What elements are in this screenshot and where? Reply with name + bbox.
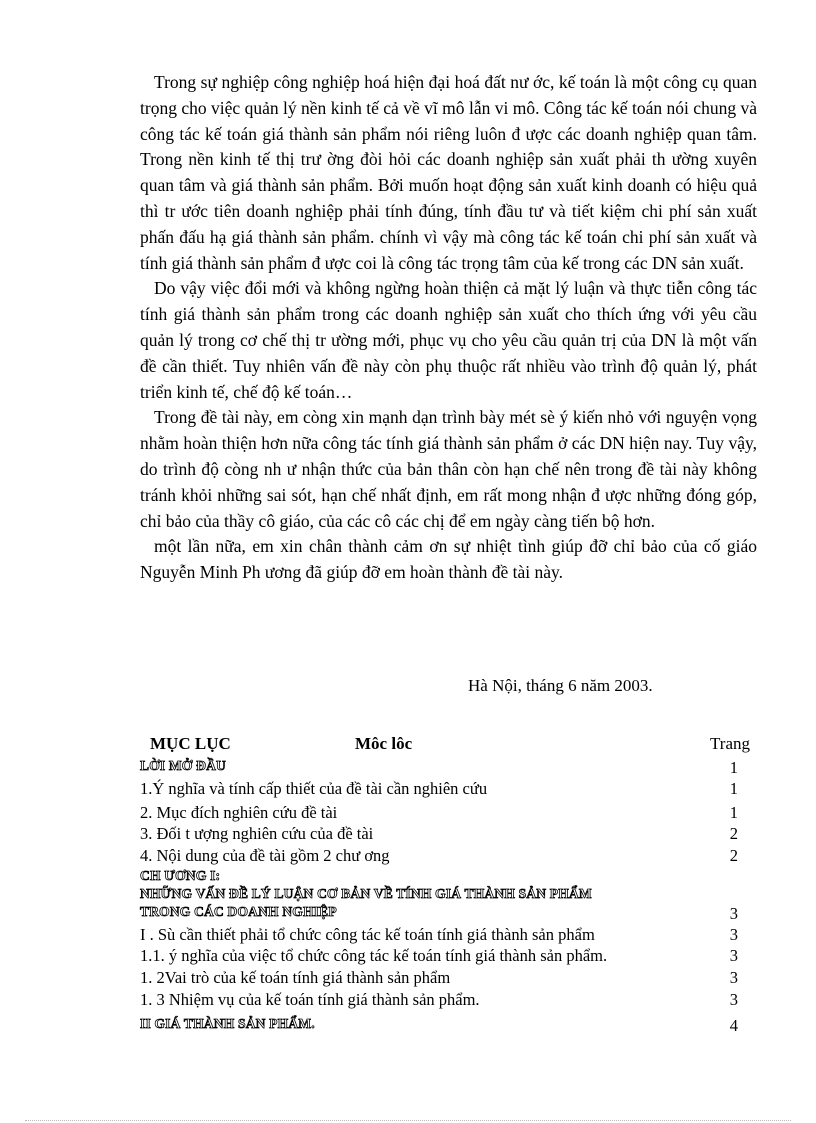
toc-row: [140, 803, 750, 824]
paragraph-2: Do vậy việc đổi mới và không ngừng hoàn thiện cả mặt lý luận và thực tiễn công tác tính giá thành sản phẩm trong các doanh nghiệp sản xuất cho thích ứng với yêu cầu quản lý trong cơ chế thị tr ường mới, phục vụ cho yêu cầu quản trị của DN là một vấn đề cần thiết. Tuy nhiên vấn đề này còn phụ thuộc rất nhiều vào trình độ quản lý, phát triển kinh tế, chế độ kế toán…: [140, 278, 757, 402]
toc-label-page: Trang: [710, 734, 750, 753]
paragraph-4: một lần nữa, em xin chân thành cảm ơn sự nhiệt tình giúp đỡ chỉ bảo của cố giáo Nguyễn Minh Ph ương đã giúp đỡ em hoàn thành đề tài này.: [140, 536, 757, 583]
toc-row: [140, 846, 750, 867]
toc-row-title: 1.1. ý nghĩa của việc tổ chức công tác kế toán tính giá thành sản phẩm.: [140, 946, 608, 965]
toc-row-title: I . Sù cần thiết phải tổ chức công tác kế toán tính giá thành sản phẩm: [140, 925, 595, 944]
toc-row-page: 1: [729, 803, 738, 822]
toc-row-page: 3: [729, 946, 738, 965]
toc-row-page: 2: [729, 824, 738, 843]
toc-row-page: 1: [729, 779, 738, 798]
toc-row-title: TRONG CÁC DOANH NGHIỆP: [140, 904, 337, 919]
toc-row-title: 2. Mục đích nghiên cứu đề tài: [140, 803, 338, 822]
toc-row-title: 1. 3 Nhiệm vụ của kế toán tính giá thành sản phẩm.: [140, 990, 480, 1009]
toc-row-page: 3: [729, 925, 738, 944]
toc-row: [140, 968, 750, 989]
toc-row-page: 1: [729, 758, 738, 777]
toc-row-title: NHỮNG VẤN ĐỀ LÝ LUẬN CƠ BẢN VỀ TÍNH GIÁ THÀNH SẢN PHẨM: [140, 886, 592, 901]
toc-row: [140, 904, 750, 925]
toc-label-left: MỤC LỤC: [150, 734, 231, 753]
toc-label-center: Môc lôc: [355, 734, 413, 753]
toc-row-title: 1. 2Vai trò của kế toán tính giá thành sản phẩm: [140, 968, 451, 987]
toc-row: [140, 946, 750, 967]
date-line: Hà Nội, tháng 6 năm 2003.: [468, 676, 653, 695]
toc-row-page: 3: [729, 990, 738, 1009]
toc-row-title: 3. Đối t ượng nghiên cứu của đề tài: [140, 824, 374, 843]
toc-row-page: 3: [729, 968, 738, 987]
toc-row-title: 1.Ý nghĩa và tính cấp thiết của đề tài cần nghiên cứu: [140, 779, 488, 798]
page-bottom-divider: [25, 1120, 791, 1121]
toc-row: [140, 779, 750, 800]
toc-row: [140, 990, 750, 1011]
toc-row: [140, 824, 750, 845]
body-text: [140, 70, 757, 586]
toc-row: [140, 1016, 750, 1037]
toc-row-page: 2: [729, 846, 738, 865]
paragraph-3: Trong đề tài này, em còng xin mạnh dạn trình bày mét sè ý kiến nhỏ với nguyện vọng nhằm hoàn thiện hơn nữa công tác tính giá thành sản phẩm ở các DN hiện nay. Tuy vậy, do trình độ còng nh ư nhận thức của bản thân còn hạn chế nên trong đề tài này không tránh khỏi những sai sót, hạn chế nhất định, em rất mong nhận đ ược những đóng góp, chỉ bảo của thầy cô giáo, của các cô các chị để em ngày càng tiến bộ hơn.: [140, 407, 757, 531]
toc-row-title: LỜI MỞ ĐẦU: [140, 758, 226, 773]
toc-row: [140, 925, 750, 946]
paragraph-1: Trong sự nghiệp công nghiệp hoá hiện đại hoá đất nư ớc, kế toán là một công cụ quan trọng cho việc quản lý nền kinh tế cả về vĩ mô lẫn vi mô. Công tác kế toán nói chung và công tác kế toán giá thành sản phẩm nói riêng luôn đ ược các doanh nghiệp quan tâm. Trong nền kinh tế thị trư ờng đòi hỏi các doanh nghiệp sản xuất phải th ường xuyên quan tâm và giá thành sản phẩm. Bởi muốn hoạt động sản xuất kinh doanh có hiệu quả thì tr ước tiên doanh nghiệp phải tính đúng, tính đầu tư và tiết kiệm chi phí sản xuất phấn đấu hạ giá thành sản phẩm. chính vì vậy mà công tác kế toán chi phí sản xuất và tính giá thành sản phẩm đ ược coi là công tác trọng tâm của kế trong các DN sản xuất.: [140, 72, 757, 273]
toc-row: [140, 758, 750, 779]
toc-row-page: 3: [729, 904, 738, 923]
toc-row-title: CH ƯƠNG I:: [140, 868, 221, 883]
toc-row-title: II GIÁ THÀNH SẢN PHẨM.: [140, 1016, 315, 1031]
toc-row-page: 4: [729, 1016, 738, 1035]
toc-row-title: 4. Nội dung của đề tài gồm 2 chư ơng: [140, 846, 390, 865]
